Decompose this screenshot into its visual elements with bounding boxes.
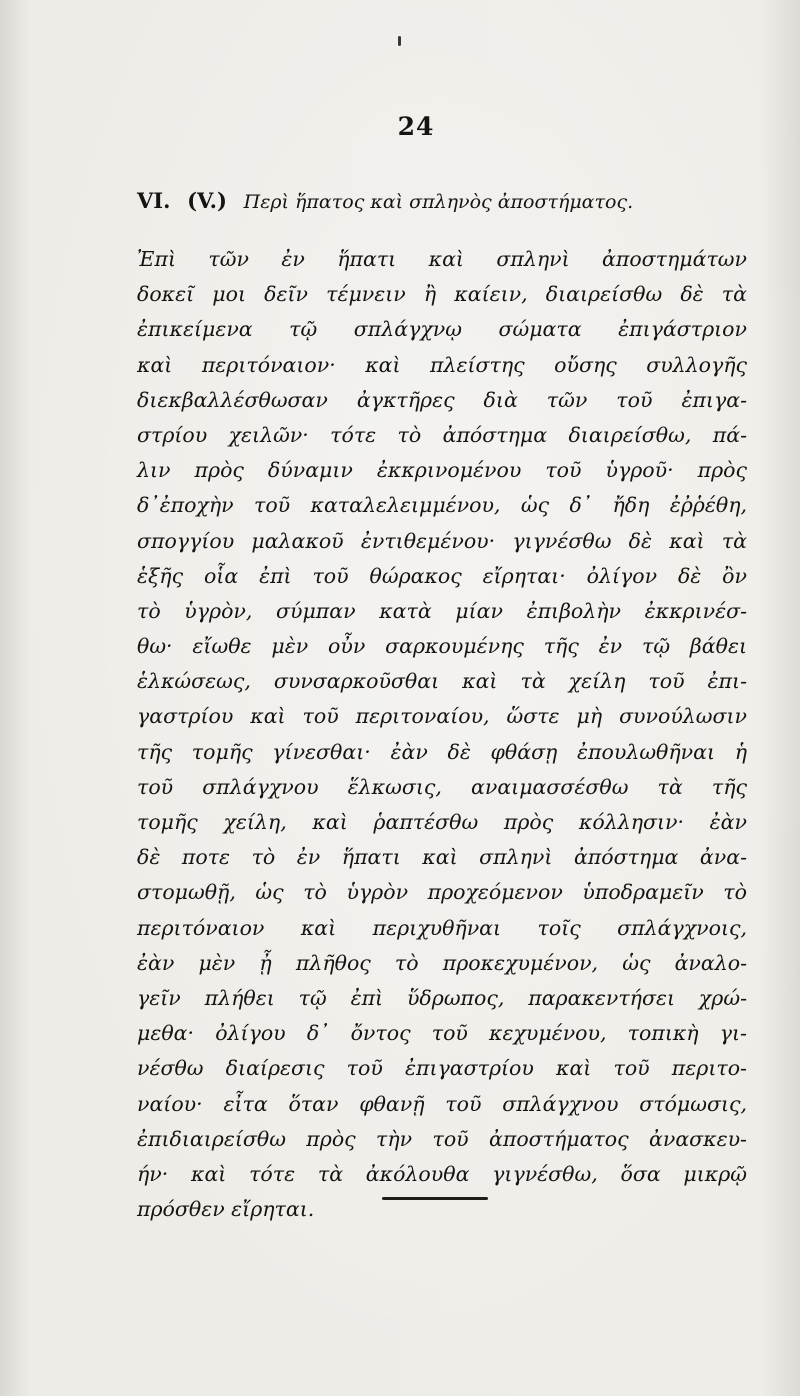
text-line: δ᾽ἐποχὴν τοῦ καταλελειμμένου, ὡς δ᾽ ἤδη ἐῤῥέθη,	[137, 493, 747, 518]
text-line: ἑλκώσεως, συνσαρκοῦσθαι καὶ τὰ χείλη τοῦ ἐπι-	[137, 669, 747, 694]
text-line: νέσθω διαίρεσις τοῦ ἐπιγαστρίου καὶ τοῦ περιτο-	[137, 1056, 747, 1081]
text-line: Ἐπὶ τῶν ἐν ἥπατι καὶ σπληνὶ ἀποστημάτων	[137, 247, 747, 271]
text-line: πρόσθεν εἴρηται.	[137, 1197, 315, 1222]
text-line: στομωθῇ, ὡς τὸ ὑγρὸν προχεόμενον ὑποδραμεῖν τὸ	[137, 880, 747, 905]
text-line: ἐὰν μὲν ᾖ πλῆθος τὸ προκεχυμένον, ὡς ἀναλο-	[137, 950, 747, 975]
text-line: θω· εἴωθε μὲν οὖν σαρκουμένης τῆς ἐν τῷ βάθει	[137, 634, 747, 659]
text-line: τῆς τομῆς γίνεσθαι· ἐὰν δὲ φθάσῃ ἐπουλωθῆναι ἡ	[137, 739, 747, 764]
body-text	[137, 242, 747, 1227]
section-title: Περὶ ἥπατος καὶ σπληνὸς ἀποστήματος.	[243, 191, 634, 213]
ink-smudge	[398, 36, 401, 46]
text-line: γεῖν πλήθει τῷ ἐπὶ ὕδρωπος, παρακεντήσει χρώ-	[137, 985, 747, 1010]
text-line: ἐπιδιαιρείσθω πρὸς τὴν τοῦ ἀποστήματος ἀνασκευ-	[137, 1126, 747, 1151]
text-line: τὸ ὑγρὸν, σύμπαν κατὰ μίαν ἐπιβολὴν ἐκκρινέσ-	[137, 598, 747, 623]
text-line: μεθα· ὀλίγου δ᾽ ὄντος τοῦ κεχυμένου, τοπικὴ γι-	[137, 1021, 747, 1046]
text-line: σπογγίου μαλακοῦ ἐντιθεμένου· γιγνέσθω δὲ καὶ τὰ	[137, 528, 747, 553]
text-line: στρίου χειλῶν· τότε τὸ ἀπόστημα διαιρείσθω, πά-	[137, 422, 747, 447]
text-line: ἐπικείμενα τῷ σπλάγχνῳ σώματα ἐπιγάστριον	[137, 317, 747, 342]
page-number: 24	[397, 112, 435, 141]
text-line: τοῦ σπλάγχνου ἕλκωσις, αναιμασσέσθω τὰ τῆς	[137, 774, 747, 799]
section-number: VI.	[137, 188, 171, 213]
section-subnumber: (V.)	[187, 188, 227, 213]
text-line: ἑξῆς οἷα ἐπὶ τοῦ θώρακος εἴρηται· ὀλίγον δὲ ὂν	[137, 563, 747, 588]
text-line: τομῆς χείλη, καὶ ῥαπτέσθω πρὸς κόλλησιν· ἐὰν	[137, 810, 747, 834]
text-line: ναίου· εἶτα ὅταν φθανῇ τοῦ σπλάγχνου στόμωσις,	[137, 1091, 747, 1116]
text-line: λιν πρὸς δύναμιν ἐκκρινομένου τοῦ ὑγροῦ· πρὸς	[137, 458, 747, 483]
text-line: διεκβαλλέσθωσαν ἀγκτῆρες διὰ τῶν τοῦ ἐπιγα-	[137, 387, 747, 412]
text-line: δοκεῖ μοι δεῖν τέμνειν ἢ καίειν, διαιρείσθω δὲ τὰ	[137, 282, 747, 307]
text-line: δὲ ποτε τὸ ἐν ἥπατι καὶ σπληνὶ ἀπόστημα ἀνα-	[137, 845, 747, 870]
text-line: καὶ περιτόναιον· καὶ πλείστης οὔσης συλλογῆς	[137, 352, 747, 377]
end-rule	[382, 1197, 488, 1200]
section-heading	[137, 188, 633, 213]
text-line: γαστρίου καὶ τοῦ περιτοναίου, ὥστε μὴ συνούλωσιν	[137, 704, 747, 729]
text-line: ήν· καὶ τότε τὰ ἀκόλουθα γιγνέσθω, ὅσα μικρῷ	[137, 1161, 747, 1186]
text-line: περιτόναιον καὶ περιχυθῆναι τοῖς σπλάγχνοις,	[137, 915, 747, 940]
